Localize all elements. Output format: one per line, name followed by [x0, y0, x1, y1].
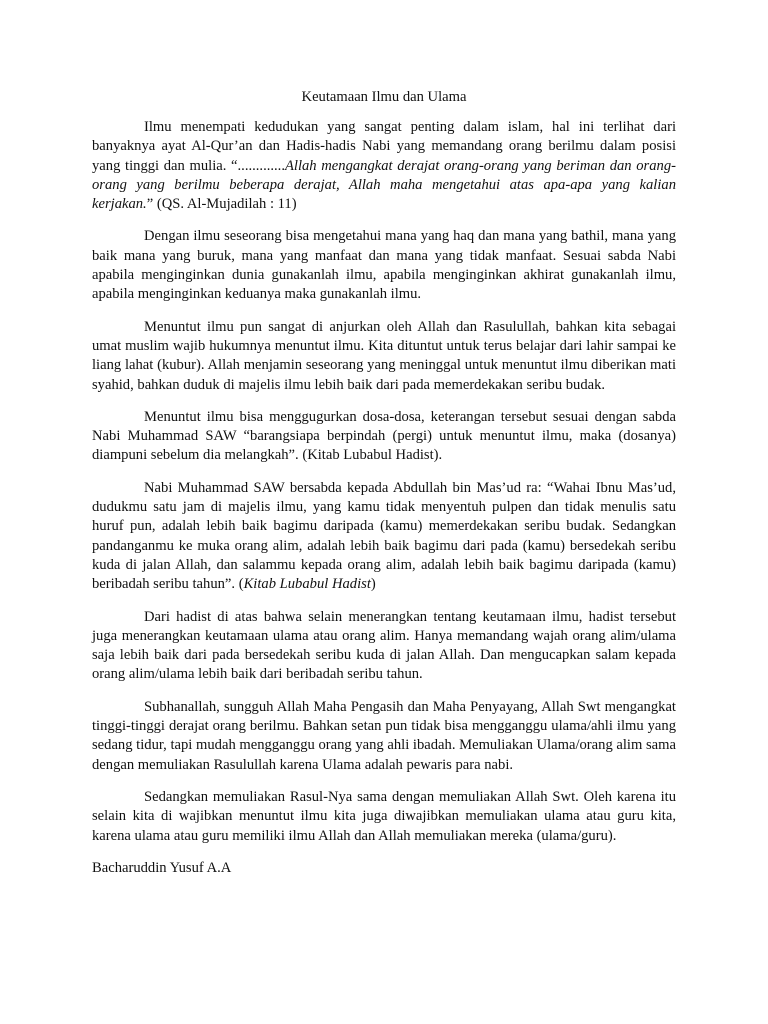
- paragraph-5: [92, 479, 676, 595]
- paragraph-5-suffix: ): [370, 576, 376, 593]
- paragraph-1-quote: Allah mengangkat derajat orang-orang yang beriman dan orang-orang yang berilmu beberapa derajat, Allah maha mengetahui atas apa-apa yang kalian kerjakan.: [92, 157, 676, 213]
- paragraph-2: Dengan ilmu seseorang bisa mengetahui mana yang haq dan mana yang bathil, mana yang baik mana yang buruk, mana yang manfaat dan mana yang tidak manfaat. Sesuai sabda Nabi apabila menginginkan dunia gunakanlah ilmu, apabila menginginkan akhirat gunakanlah ilmu, apabila menginginkan keduanya maka gunakanlah ilmu.: [92, 228, 676, 303]
- paragraph-8: Sedangkan memuliakan Rasul-Nya sama dengan memuliakan Allah Swt. Oleh karena itu selain kita di wajibkan menuntut ilmu kita juga diwajibkan memuliakan ulama atau guru kita, karena ulama atau guru memiliki ilmu Allah dan Allah memuliakan mereka (ulama/guru).: [92, 788, 676, 844]
- paragraph-6: Dari hadist di atas bahwa selain menerangkan tentang keutamaan ilmu, hadist tersebut juga menerangkan keutamaan ulama atau orang alim. Hanya memandang wajah orang alim/ulama saja lebih baik dari pada bersedekah seribu kuda di jalan Allah. Dan mengucapkan salam kepada orang alim/ulama lebih baik dari beribadah seribu tahun.: [92, 608, 676, 683]
- paragraph-1: [92, 118, 676, 214]
- document-page: [92, 88, 676, 878]
- document-title: Keutamaan Ilmu dan Ulama: [301, 89, 467, 105]
- paragraph-5-text: Nabi Muhammad SAW bersabda kepada Abdullah bin Mas’ud ra: “Wahai Ibnu Mas’ud, dudukmu satu jam di majelis ilmu, yang kamu tidak menyentuh pulpen dan tidak menulis satu huruf pun, adalah lebih baik bagimu daripada (kamu) memerdekakan seribu budak. Sedangkan pandanganmu ke muka orang alim, adalah lebih baik bagimu dari pada (kamu) bersedekah seribu kuda di jalan Allah, dan salammu kepada orang alim, adalah lebih baik bagimu daripada (kamu) beribadah seribu tahun”. (: [92, 479, 676, 593]
- paragraph-5-source: Kitab Lubabul Hadist: [243, 576, 371, 593]
- author-signature: Bacharuddin Yusuf A.A: [92, 859, 232, 876]
- paragraph-1-citation: ” (QS. Al-Mujadilah : 11): [146, 196, 297, 213]
- paragraph-4: Menuntut ilmu bisa menggugurkan dosa-dosa, keterangan tersebut sesuai dengan sabda Nabi Muhammad SAW “barangsiapa berpindah (pergi) untuk menuntut ilmu, maka (dosanya) diampuni sebelum dia melangkah”. (Kitab Lubabul Hadist).: [92, 408, 676, 464]
- paragraph-3: Menuntut ilmu pun sangat di anjurkan oleh Allah dan Rasulullah, bahkan kita sebagai umat muslim wajib hukumnya menuntut ilmu. Kita dituntut untuk terus belajar dari lahir sampai ke liang lahat (kubur). Allah menjamin seseorang yang meninggal untuk menuntut ilmu diberikan mati syahid, bahkan duduk di majelis ilmu lebih baik dari pada memerdekakan seribu budak.: [92, 318, 676, 393]
- paragraph-1-text: Ilmu menempati kedudukan yang sangat penting dalam islam, hal ini terlihat dari banyaknya ayat Al-Qur’an dan Hadis-hadis Nabi yang memandang orang berilmu dalam posisi yang tinggi dan mulia. “.............: [92, 119, 676, 174]
- paragraph-7: Subhanallah, sungguh Allah Maha Pengasih dan Maha Penyayang, Allah Swt mengangkat tinggi-tinggi derajat orang berilmu. Bahkan setan pun tidak bisa mengganggu ulama/ahli ilmu yang sedang tidur, tapi mudah mengganggu orang yang ahli ibadah. Memuliakan Ulama/orang alim sama dengan memuliakan Rasulullah karena Ulama adalah pewaris para nabi.: [92, 698, 676, 773]
